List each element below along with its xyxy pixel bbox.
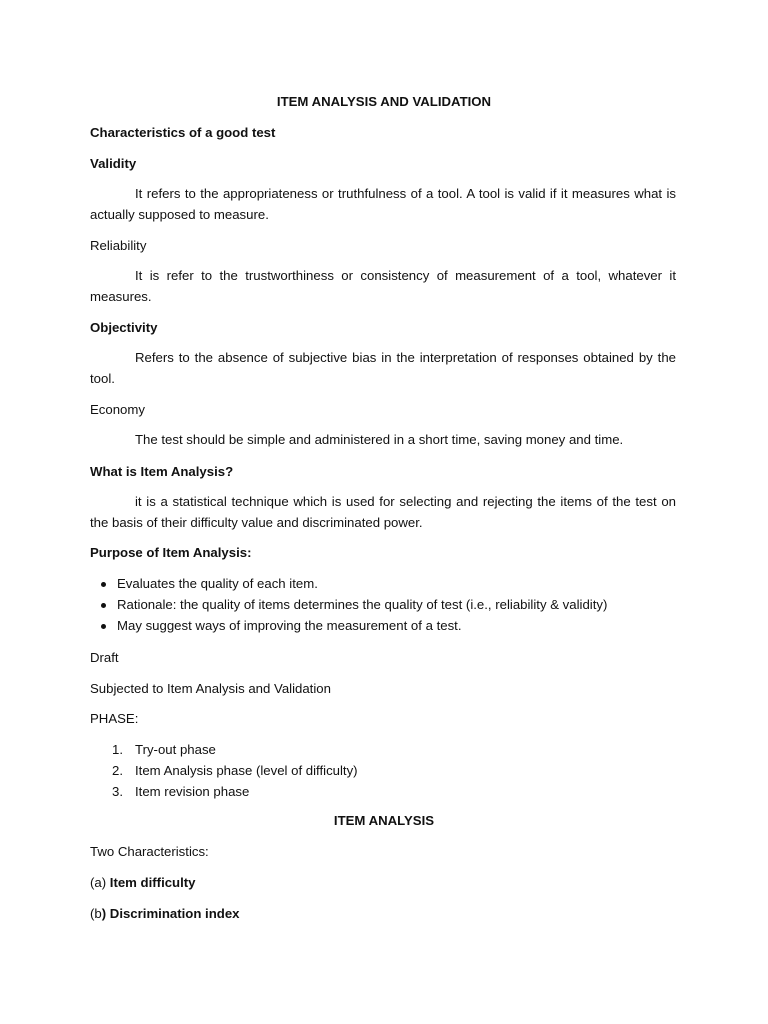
objectivity-text: Refers to the absence of subjective bias in the interpretation of responses obtained by the tool. xyxy=(90,350,676,386)
phase-item xyxy=(90,782,676,803)
objectivity-heading: Objectivity xyxy=(90,320,158,335)
economy-heading: Economy xyxy=(90,402,145,417)
document-title: ITEM ANALYSIS AND VALIDATION xyxy=(276,94,492,109)
item-difficulty-line xyxy=(90,873,676,894)
discrimination-index-label: ) Discrimination index xyxy=(101,906,240,921)
draft-text: Draft xyxy=(90,650,119,665)
validity-heading: Validity xyxy=(90,156,137,171)
economy-text: The test should be simple and administered in a short time, saving money and time. xyxy=(135,432,624,447)
reliability-heading: Reliability xyxy=(90,238,147,253)
characteristics-heading: Characteristics of a good test xyxy=(90,125,276,140)
discrimination-index-prefix: (b xyxy=(90,906,102,921)
phase-item-number: 3. xyxy=(112,784,123,799)
phase-item-text: Item Analysis phase (level of difficulty) xyxy=(135,763,358,778)
what-is-item-analysis-text: it is a statistical technique which is used for selecting and rejecting the items of the test on the basis of their difficulty value and discriminated power. xyxy=(90,494,676,530)
phase-item xyxy=(90,761,676,782)
phase-list xyxy=(90,740,676,803)
bullet-item: May suggest ways of improving the measurement of a test. xyxy=(90,616,676,637)
reliability-text: It is refer to the trustworthiness or consistency of measurement of a tool, whatever it measures. xyxy=(90,268,676,304)
bullet-item: Evaluates the quality of each item. xyxy=(90,574,676,595)
phase-heading: PHASE: xyxy=(90,711,139,726)
what-is-item-analysis-heading: What is Item Analysis? xyxy=(90,464,234,479)
item-difficulty-prefix: (a) xyxy=(90,875,110,890)
discrimination-index-line xyxy=(90,904,676,925)
phase-item-text: Try-out phase xyxy=(135,742,216,757)
phase-item-number: 1. xyxy=(112,742,123,757)
item-difficulty-label: Item difficulty xyxy=(109,875,196,890)
phase-item xyxy=(90,740,676,761)
validity-text: It refers to the appropriateness or truthfulness of a tool. A tool is valid if it measures what is actually supposed to measure. xyxy=(90,186,676,222)
subjected-text: Subjected to Item Analysis and Validation xyxy=(90,681,331,696)
two-characteristics-text: Two Characteristics: xyxy=(90,844,209,859)
purpose-bullet-list xyxy=(90,574,676,637)
bullet-item: Rationale: the quality of items determines the quality of test (i.e., reliability & validity) xyxy=(90,595,676,616)
phase-item-text: Item revision phase xyxy=(135,784,250,799)
purpose-heading: Purpose of Item Analysis: xyxy=(90,545,252,560)
item-analysis-title: ITEM ANALYSIS xyxy=(333,813,435,828)
phase-item-number: 2. xyxy=(112,763,123,778)
